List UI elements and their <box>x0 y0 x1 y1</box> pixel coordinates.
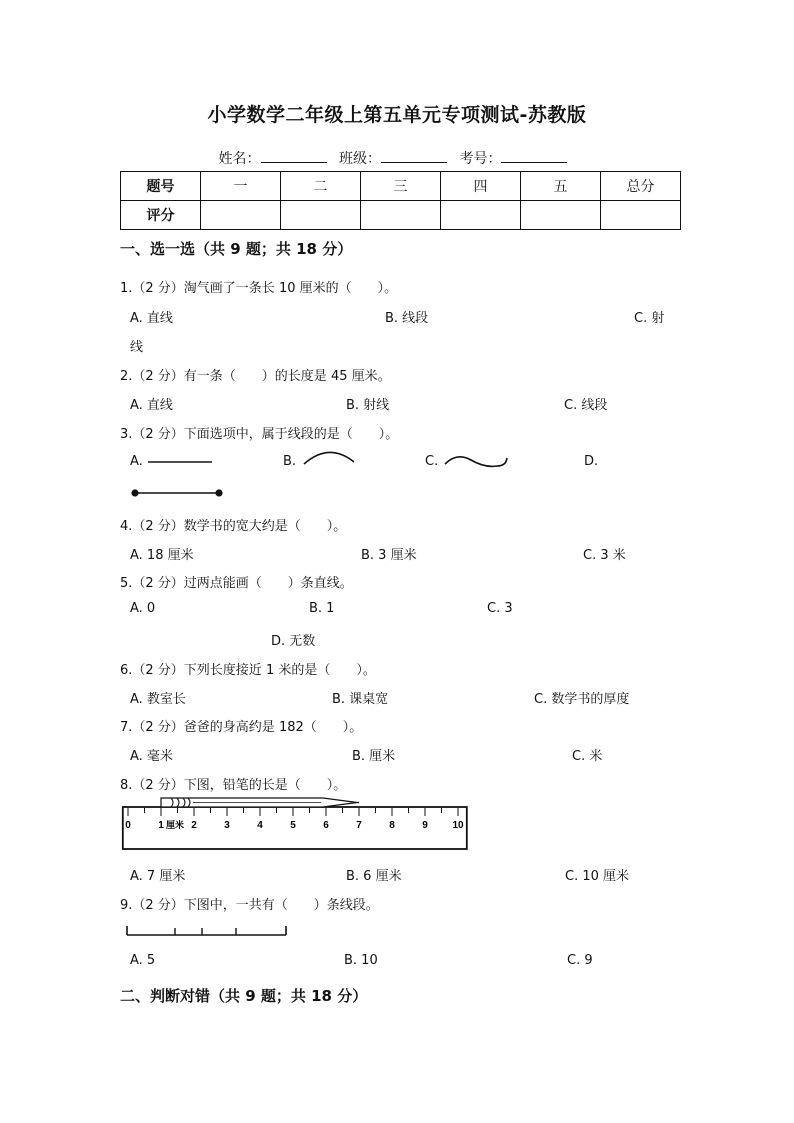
option-a[interactable]: A. 7 厘米 <box>130 869 186 884</box>
page-title: 小学数学二年级上第五单元专项测试-苏教版 <box>207 104 587 126</box>
option-c[interactable]: C. 射 <box>634 311 665 326</box>
score-row-label: 评分 <box>121 201 201 230</box>
ruler-tick-label: 1 <box>158 820 164 831</box>
option-a[interactable]: A. 教室长 <box>130 692 186 707</box>
option-b[interactable]: B. 6 厘米 <box>346 869 402 884</box>
option-c[interactable]: C. 线段 <box>564 398 608 413</box>
ruler-unit-label: 厘米 <box>166 820 185 830</box>
score-input-cell[interactable] <box>601 201 681 230</box>
option-a[interactable]: A. <box>130 454 143 469</box>
ruler-tick-label: 4 <box>257 820 263 831</box>
option-b[interactable]: B. 课桌宽 <box>332 692 389 707</box>
option-c[interactable]: C. 3 <box>487 601 513 616</box>
question-stem: 8.（2 分）下图，铅笔的长是（ ）。 <box>120 778 347 793</box>
score-header-cell: 题号 <box>121 172 201 201</box>
ruler-tick-label: 6 <box>323 820 329 831</box>
score-input-cell[interactable] <box>361 201 441 230</box>
score-table-score-row <box>121 201 681 230</box>
option-b[interactable]: B. <box>283 454 297 469</box>
option-c[interactable]: C. <box>425 454 439 469</box>
score-input-cell[interactable] <box>441 201 521 230</box>
section-heading-choice: 一、选一选（共 9 题；共 18 分） <box>120 240 353 258</box>
question-stem: 1.（2 分）淘气画了一条长 10 厘米的（ ）。 <box>120 281 398 296</box>
ruler-tick-label: 5 <box>290 820 296 831</box>
score-header-cell: 二 <box>281 172 361 201</box>
option-b[interactable]: B. 1 <box>309 601 335 616</box>
option-b[interactable]: B. 线段 <box>385 311 429 326</box>
option-c[interactable]: C. 10 厘米 <box>565 869 630 884</box>
question-stem: 5.（2 分）过两点能画（ ）条直线。 <box>120 576 353 591</box>
line-segment-figure <box>130 486 226 500</box>
option-c-wrap: 线 <box>130 340 144 355</box>
score-header-cell: 五 <box>521 172 601 201</box>
ruler-tick-label: 9 <box>422 820 428 831</box>
score-input-cell[interactable] <box>521 201 601 230</box>
ruler-tick-label: 3 <box>224 820 230 831</box>
option-b[interactable]: B. 射线 <box>346 398 390 413</box>
score-header-cell: 总分 <box>601 172 681 201</box>
question-stem: 6.（2 分）下列长度接近 1 米的是（ ）。 <box>120 663 376 678</box>
section-heading-judge: 二、判断对错（共 9 题；共 18 分） <box>120 987 368 1005</box>
score-header-cell: 四 <box>441 172 521 201</box>
ruler-tick-label: 10 <box>452 820 464 831</box>
option-d[interactable]: D. <box>584 454 599 469</box>
student-info-line <box>0 148 794 168</box>
score-header-cell: 一 <box>201 172 281 201</box>
option-a[interactable]: A. 5 <box>130 953 156 968</box>
class-label: 班级： <box>339 151 381 167</box>
option-b[interactable]: B. 厘米 <box>352 749 396 764</box>
question-stem: 4.（2 分）数学书的宽大约是（ ）。 <box>120 519 347 534</box>
option-c[interactable]: C. 3 米 <box>583 548 626 563</box>
option-b[interactable]: B. 10 <box>344 953 378 968</box>
name-blank[interactable] <box>261 148 327 163</box>
score-header-cell: 三 <box>361 172 441 201</box>
option-a[interactable]: A. 直线 <box>130 398 173 413</box>
straight-line-figure <box>148 455 214 469</box>
question-stem: 7.（2 分）爸爸的身高约是 182（ ）。 <box>120 720 363 735</box>
option-a[interactable]: A. 0 <box>130 601 156 616</box>
option-d[interactable]: D. 无数 <box>271 634 316 649</box>
class-blank[interactable] <box>381 148 447 163</box>
ruler-tick-label: 7 <box>356 820 362 831</box>
score-input-cell[interactable] <box>201 201 281 230</box>
score-input-cell[interactable] <box>281 201 361 230</box>
score-table <box>120 171 681 230</box>
option-b[interactable]: B. 3 厘米 <box>361 548 417 563</box>
segments-figure <box>126 924 288 938</box>
option-a[interactable]: A. 毫米 <box>130 749 173 764</box>
option-a[interactable]: A. 18 厘米 <box>130 548 194 563</box>
ruler-with-pencil-figure <box>122 795 470 855</box>
id-label: 考号： <box>459 151 502 167</box>
option-c[interactable]: C. 米 <box>572 749 603 764</box>
question-stem: 9.（2 分）下图中，一共有（ ）条线段。 <box>120 898 379 913</box>
id-blank[interactable] <box>501 148 567 163</box>
option-c[interactable]: C. 9 <box>567 953 593 968</box>
option-c[interactable]: C. 数学书的厚度 <box>534 692 630 707</box>
ruler-tick-label: 2 <box>191 820 197 831</box>
wavy-line-figure <box>443 450 511 474</box>
ruler-tick-label: 8 <box>389 820 395 831</box>
question-stem: 3.（2 分）下面选项中，属于线段的是（ ）。 <box>120 427 399 442</box>
question-stem: 2.（2 分）有一条（ ）的长度是 45 厘米。 <box>120 369 391 384</box>
ruler-tick-label: 0 <box>125 820 131 831</box>
pencil-figure <box>161 798 359 807</box>
name-label: 姓名： <box>218 151 261 167</box>
option-a[interactable]: A. 直线 <box>130 311 173 326</box>
arc-figure <box>302 448 358 470</box>
score-table-header-row <box>121 172 681 201</box>
